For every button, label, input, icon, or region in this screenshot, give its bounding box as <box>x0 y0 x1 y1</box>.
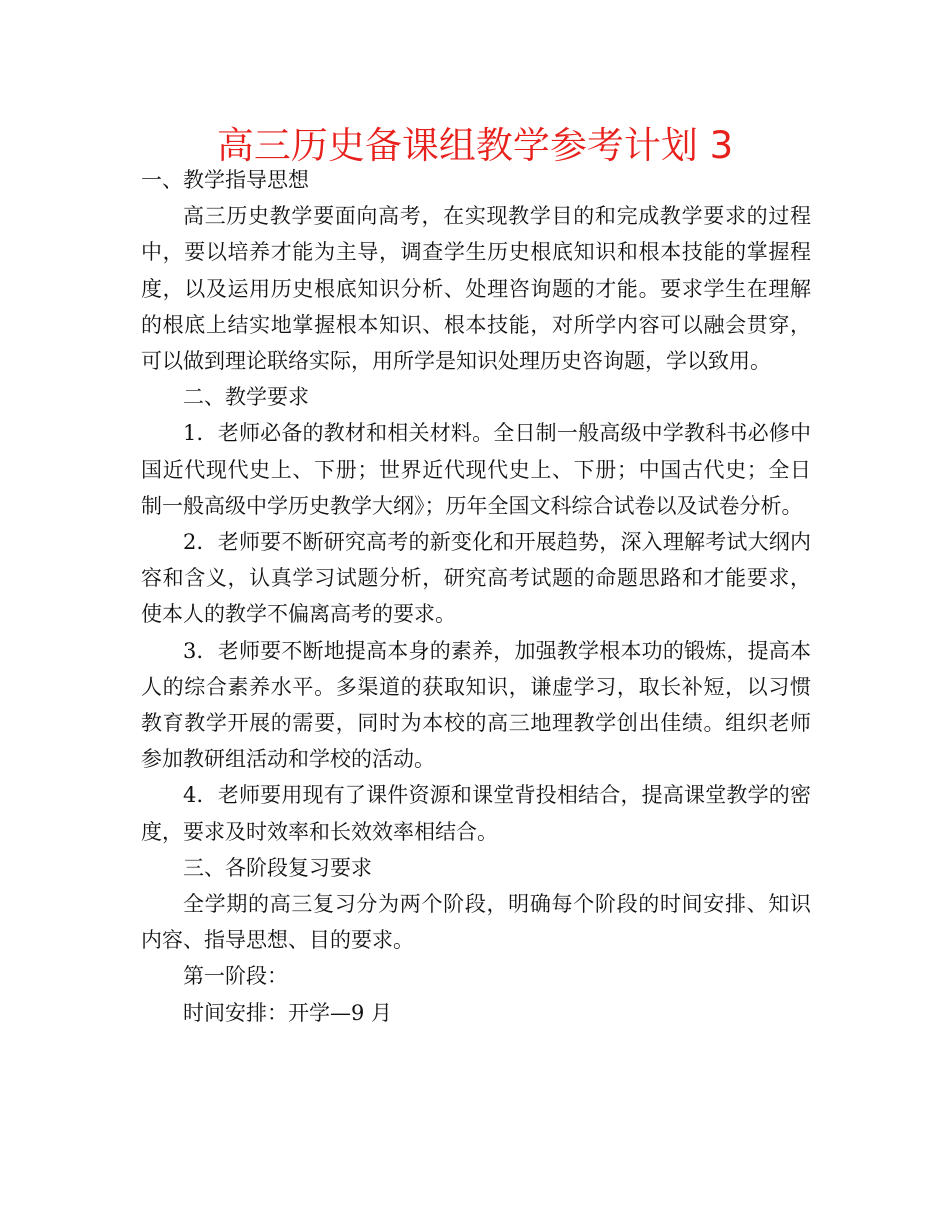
paragraph-guiding-ideology: 高三历史教学要面向高考，在实现教学目的和完成教学要求的过程中，要以培养才能为主导，调查学生历史根底知识和根本技能的掌握程度，以及运用历史根底知识分析、处理咨询题的才能。要求学生在理解的根底上结实地掌握根本知识、根本技能，对所学内容可以融会贯穿，可以做到理论联络实际，用所学是知识处理历史咨询题，学以致用。 <box>141 204 811 374</box>
section-heading-review-stages: 三、各阶段复习要求 <box>183 855 372 880</box>
list-item-requirement-1: 1．老师必备的教材和相关材料。全日制一般高级中学教科书必修中国近代现代史上、下册；世界近代现代史上、下册；中国古代史；全日制一般高级中学历史教学大纲》；历年全国文科综合试卷以及试卷分析。 <box>141 421 811 518</box>
section-heading-guiding-ideology: 一、教学指导思想 <box>141 168 309 192</box>
list-item-requirement-3: 3．老师要不断地提高本身的素养，加强教学根本功的锻炼，提高本人的综合素养水平。多渠道的获取知识，谦虚学习，取长补短，以习惯教育教学开展的需要，同时为本校的高三地理教学创出佳绩。组织老师参加教研组活动和学校的活动。 <box>141 638 811 772</box>
document-body <box>141 162 811 1031</box>
paragraph-review-stages: 全学期的高三复习分为两个阶段，明确每个阶段的时间安排、知识内容、指导思想、目的要求。 <box>141 892 811 953</box>
list-item-requirement-2: 2．老师要不断研究高考的新变化和开展趋势，深入理解考试大纲内容和含义，认真学习试题分析，研究高考试题的命题思路和才能要求，使本人的教学不偏离高考的要求。 <box>141 530 811 627</box>
section-heading-teaching-requirements: 二、教学要求 <box>183 385 309 410</box>
document-title: 高三历史备课组教学参考计划 3 <box>216 124 734 167</box>
stage-one-time: 时间安排：开学—9 月 <box>183 1000 393 1025</box>
stage-one-label: 第一阶段： <box>183 964 288 989</box>
list-item-requirement-4: 4．老师要用现有了课件资源和课堂背投相结合，提高课堂教学的密度，要求及时效率和长效效率相结合。 <box>141 783 811 844</box>
